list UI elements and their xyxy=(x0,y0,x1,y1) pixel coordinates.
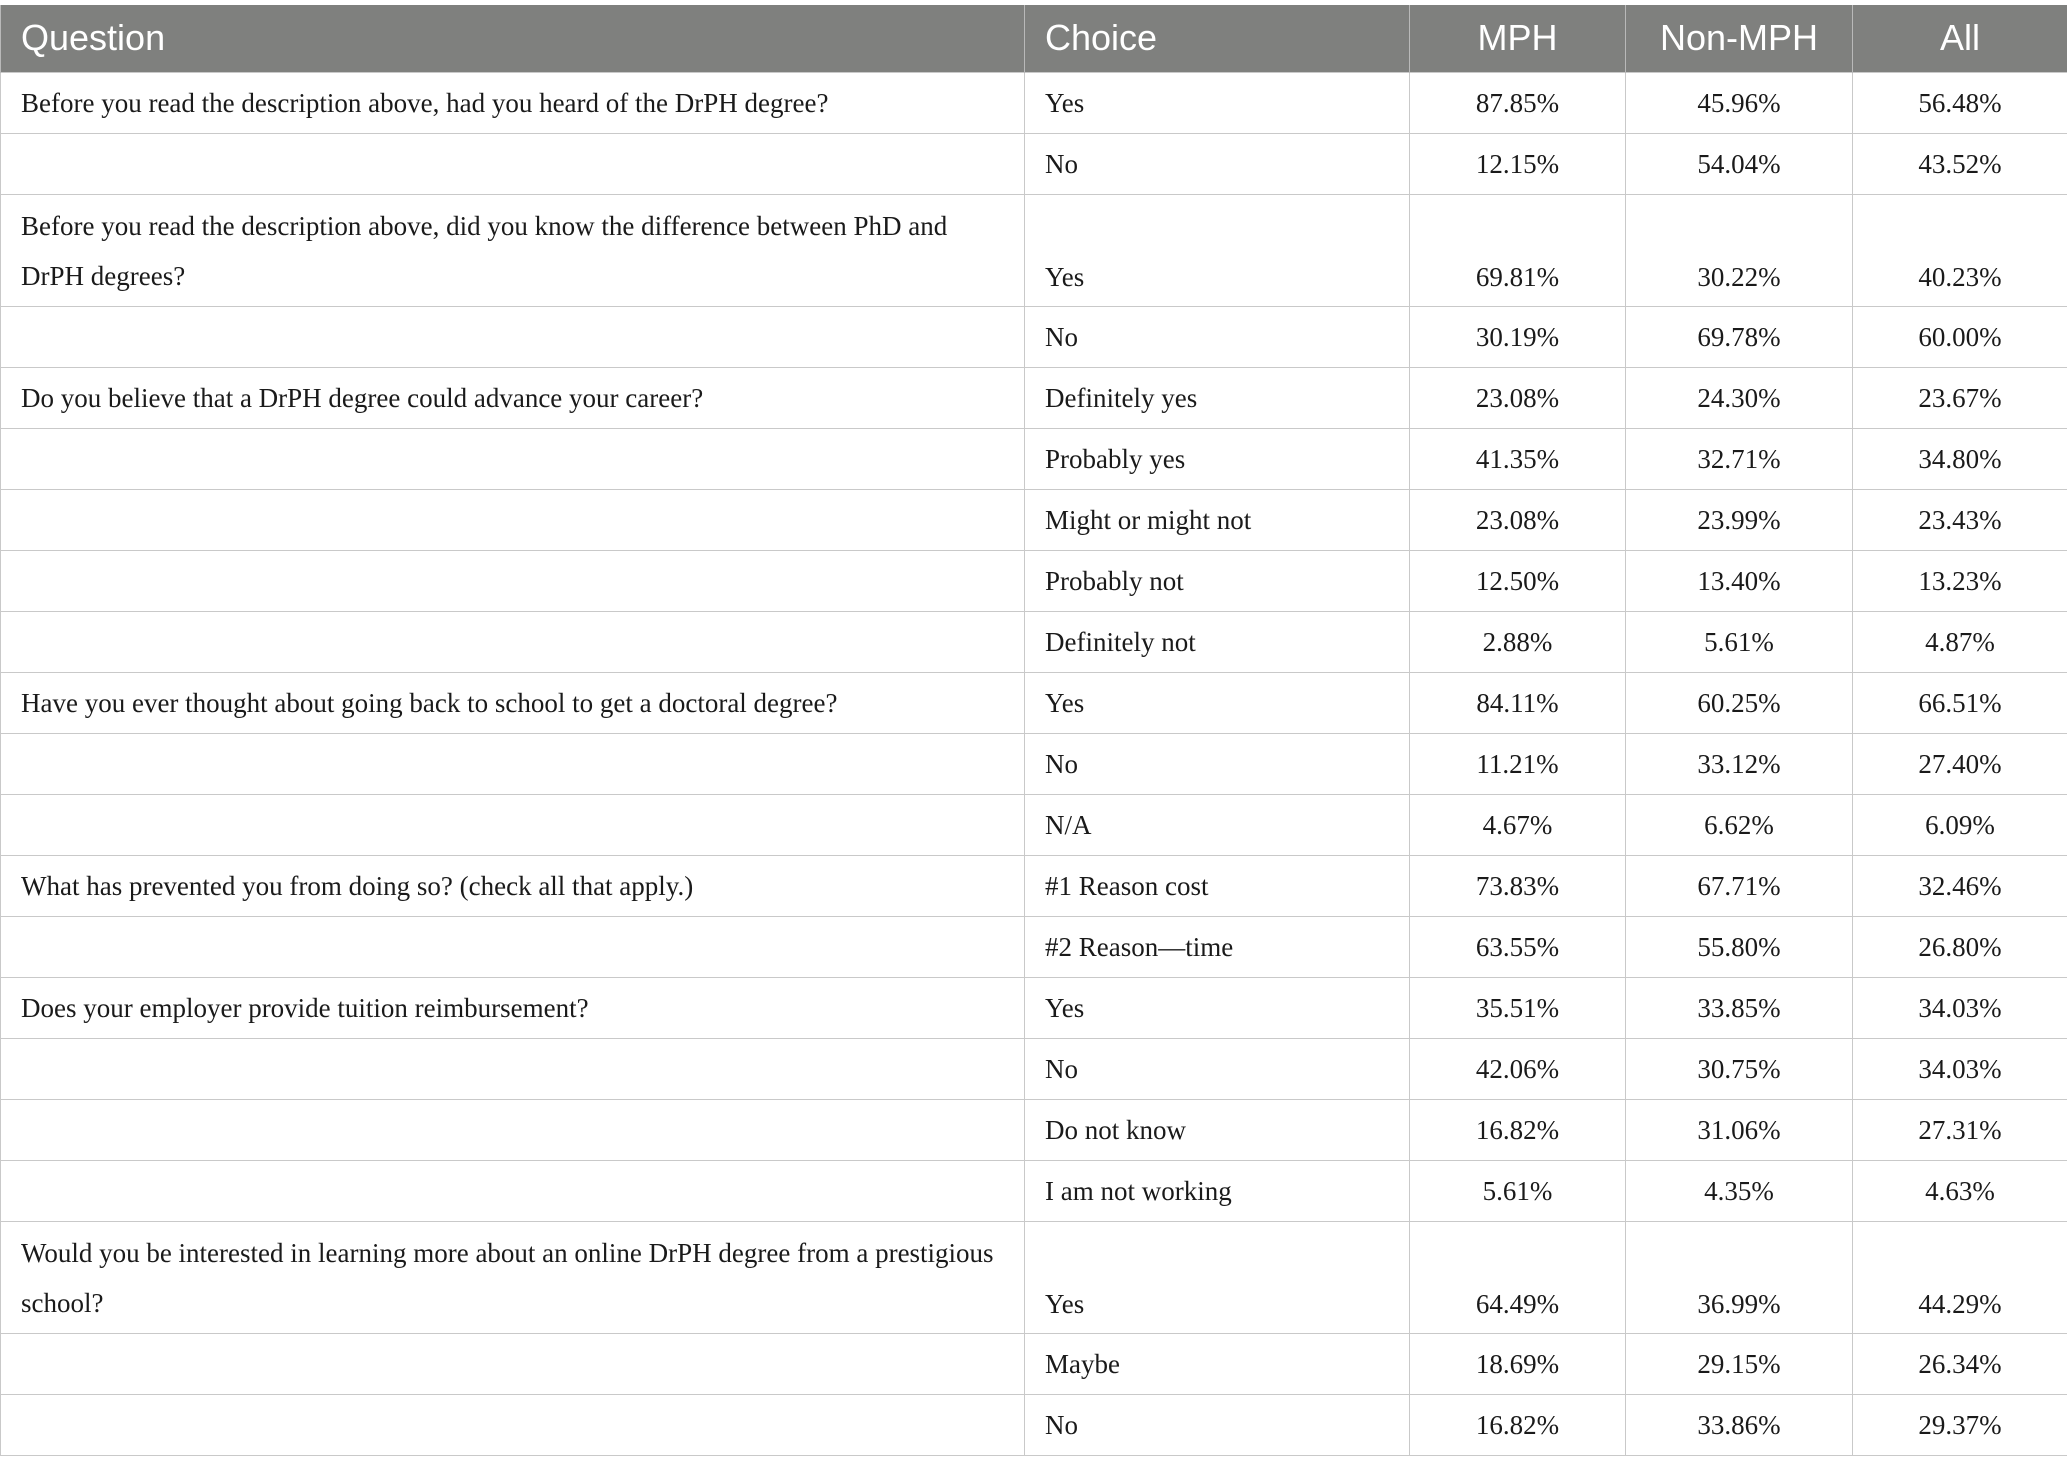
mph-cell: 12.15% xyxy=(1410,133,1626,194)
mph-cell: 41.35% xyxy=(1410,428,1626,489)
all-cell: 23.43% xyxy=(1853,489,2067,550)
all-cell: 44.29% xyxy=(1853,1221,2067,1333)
question-cell xyxy=(1,550,1025,611)
non-mph-cell: 23.99% xyxy=(1626,489,1853,550)
mph-cell: 42.06% xyxy=(1410,1038,1626,1099)
mph-cell: 87.85% xyxy=(1410,72,1626,133)
choice-cell: No xyxy=(1025,733,1410,794)
table-row xyxy=(1,672,2067,733)
header-choice: Choice xyxy=(1025,5,1410,72)
all-cell: 4.87% xyxy=(1853,611,2067,672)
non-mph-cell: 29.15% xyxy=(1626,1333,1853,1394)
question-cell: Before you read the description above, had you heard of the DrPH degree? xyxy=(1,72,1025,133)
question-cell xyxy=(1,611,1025,672)
all-cell: 27.40% xyxy=(1853,733,2067,794)
all-cell: 43.52% xyxy=(1853,133,2067,194)
question-cell: Have you ever thought about going back to school to get a doctoral degree? xyxy=(1,672,1025,733)
non-mph-cell: 55.80% xyxy=(1626,916,1853,977)
choice-cell: #2 Reason—time xyxy=(1025,916,1410,977)
choice-cell: No xyxy=(1025,133,1410,194)
mph-cell: 73.83% xyxy=(1410,855,1626,916)
question-cell: What has prevented you from doing so? (check all that apply.) xyxy=(1,855,1025,916)
choice-cell: Yes xyxy=(1025,977,1410,1038)
question-cell xyxy=(1,133,1025,194)
question-cell xyxy=(1,306,1025,367)
table-row xyxy=(1,1160,2067,1221)
all-cell: 56.48% xyxy=(1853,72,2067,133)
survey-results-table-container xyxy=(0,5,2067,1456)
mph-cell: 84.11% xyxy=(1410,672,1626,733)
mph-cell: 12.50% xyxy=(1410,550,1626,611)
table-row xyxy=(1,1099,2067,1160)
choice-cell: Probably not xyxy=(1025,550,1410,611)
table-row xyxy=(1,367,2067,428)
table-row xyxy=(1,306,2067,367)
all-cell: 29.37% xyxy=(1853,1394,2067,1455)
header-mph: MPH xyxy=(1410,5,1626,72)
choice-cell: I am not working xyxy=(1025,1160,1410,1221)
mph-cell: 11.21% xyxy=(1410,733,1626,794)
mph-cell: 4.67% xyxy=(1410,794,1626,855)
non-mph-cell: 60.25% xyxy=(1626,672,1853,733)
all-cell: 66.51% xyxy=(1853,672,2067,733)
non-mph-cell: 69.78% xyxy=(1626,306,1853,367)
question-cell xyxy=(1,1099,1025,1160)
mph-cell: 69.81% xyxy=(1410,194,1626,306)
choice-cell: No xyxy=(1025,1394,1410,1455)
choice-cell: Maybe xyxy=(1025,1333,1410,1394)
choice-cell: N/A xyxy=(1025,794,1410,855)
table-row xyxy=(1,1221,2067,1333)
non-mph-cell: 33.12% xyxy=(1626,733,1853,794)
all-cell: 26.80% xyxy=(1853,916,2067,977)
all-cell: 32.46% xyxy=(1853,855,2067,916)
question-cell: Does your employer provide tuition reimbursement? xyxy=(1,977,1025,1038)
table-row xyxy=(1,1038,2067,1099)
question-cell: Would you be interested in learning more about an online DrPH degree from a prestigious school? xyxy=(1,1221,1025,1333)
table-row xyxy=(1,489,2067,550)
question-cell: Before you read the description above, did you know the difference between PhD and DrPH degrees? xyxy=(1,194,1025,306)
question-cell xyxy=(1,733,1025,794)
header-row xyxy=(1,5,2067,72)
all-cell: 23.67% xyxy=(1853,367,2067,428)
table-body xyxy=(1,72,2067,1455)
non-mph-cell: 30.22% xyxy=(1626,194,1853,306)
question-cell xyxy=(1,1160,1025,1221)
non-mph-cell: 4.35% xyxy=(1626,1160,1853,1221)
all-cell: 40.23% xyxy=(1853,194,2067,306)
question-cell xyxy=(1,489,1025,550)
table-row xyxy=(1,550,2067,611)
mph-cell: 63.55% xyxy=(1410,916,1626,977)
table-row xyxy=(1,194,2067,306)
table-row xyxy=(1,72,2067,133)
header-question: Question xyxy=(1,5,1025,72)
non-mph-cell: 24.30% xyxy=(1626,367,1853,428)
non-mph-cell: 33.86% xyxy=(1626,1394,1853,1455)
table-header xyxy=(1,5,2067,72)
non-mph-cell: 31.06% xyxy=(1626,1099,1853,1160)
table-row xyxy=(1,916,2067,977)
question-cell xyxy=(1,1394,1025,1455)
mph-cell: 2.88% xyxy=(1410,611,1626,672)
all-cell: 6.09% xyxy=(1853,794,2067,855)
table-row xyxy=(1,1394,2067,1455)
table-row xyxy=(1,977,2067,1038)
mph-cell: 16.82% xyxy=(1410,1394,1626,1455)
non-mph-cell: 67.71% xyxy=(1626,855,1853,916)
choice-cell: Yes xyxy=(1025,1221,1410,1333)
choice-cell: No xyxy=(1025,1038,1410,1099)
survey-results-table xyxy=(0,5,2067,1456)
choice-cell: #1 Reason cost xyxy=(1025,855,1410,916)
all-cell: 34.03% xyxy=(1853,977,2067,1038)
non-mph-cell: 5.61% xyxy=(1626,611,1853,672)
non-mph-cell: 13.40% xyxy=(1626,550,1853,611)
choice-cell: Yes xyxy=(1025,194,1410,306)
mph-cell: 23.08% xyxy=(1410,367,1626,428)
mph-cell: 5.61% xyxy=(1410,1160,1626,1221)
mph-cell: 23.08% xyxy=(1410,489,1626,550)
non-mph-cell: 54.04% xyxy=(1626,133,1853,194)
table-row xyxy=(1,1333,2067,1394)
choice-cell: Definitely yes xyxy=(1025,367,1410,428)
choice-cell: Yes xyxy=(1025,72,1410,133)
choice-cell: Might or might not xyxy=(1025,489,1410,550)
mph-cell: 35.51% xyxy=(1410,977,1626,1038)
mph-cell: 18.69% xyxy=(1410,1333,1626,1394)
all-cell: 13.23% xyxy=(1853,550,2067,611)
choice-cell: Probably yes xyxy=(1025,428,1410,489)
all-cell: 27.31% xyxy=(1853,1099,2067,1160)
all-cell: 60.00% xyxy=(1853,306,2067,367)
question-cell: Do you believe that a DrPH degree could advance your career? xyxy=(1,367,1025,428)
table-row xyxy=(1,855,2067,916)
choice-cell: Do not know xyxy=(1025,1099,1410,1160)
table-row xyxy=(1,428,2067,489)
mph-cell: 64.49% xyxy=(1410,1221,1626,1333)
non-mph-cell: 45.96% xyxy=(1626,72,1853,133)
table-row xyxy=(1,733,2067,794)
mph-cell: 16.82% xyxy=(1410,1099,1626,1160)
choice-cell: Definitely not xyxy=(1025,611,1410,672)
question-cell xyxy=(1,1038,1025,1099)
table-row xyxy=(1,133,2067,194)
question-cell xyxy=(1,916,1025,977)
non-mph-cell: 36.99% xyxy=(1626,1221,1853,1333)
question-cell xyxy=(1,1333,1025,1394)
header-non-mph: Non-MPH xyxy=(1626,5,1853,72)
all-cell: 26.34% xyxy=(1853,1333,2067,1394)
question-cell xyxy=(1,428,1025,489)
question-cell xyxy=(1,794,1025,855)
non-mph-cell: 6.62% xyxy=(1626,794,1853,855)
choice-cell: No xyxy=(1025,306,1410,367)
non-mph-cell: 30.75% xyxy=(1626,1038,1853,1099)
non-mph-cell: 32.71% xyxy=(1626,428,1853,489)
mph-cell: 30.19% xyxy=(1410,306,1626,367)
all-cell: 4.63% xyxy=(1853,1160,2067,1221)
choice-cell: Yes xyxy=(1025,672,1410,733)
header-all: All xyxy=(1853,5,2067,72)
all-cell: 34.03% xyxy=(1853,1038,2067,1099)
table-row xyxy=(1,794,2067,855)
table-row xyxy=(1,611,2067,672)
non-mph-cell: 33.85% xyxy=(1626,977,1853,1038)
all-cell: 34.80% xyxy=(1853,428,2067,489)
